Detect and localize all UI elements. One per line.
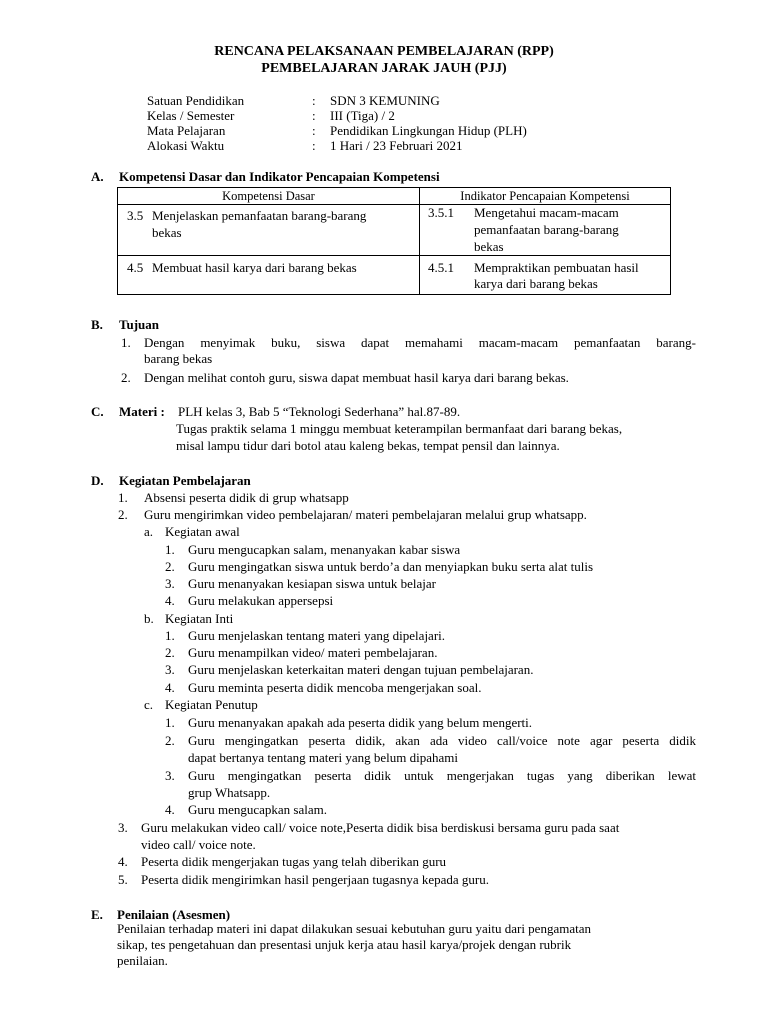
penilaian-line: Penilaian terhadap materi ini dapat dilakukan sesuai kebutuhan guru yaitu dari pengamatan — [117, 921, 591, 936]
list-item-text: Dengan menyimak buku, siswa dapat memahami macam-macam pemanfaatan barang- — [144, 335, 696, 350]
kd-text-line: bekas — [152, 225, 182, 240]
list-number: 2. — [118, 507, 128, 522]
section-d-heading: Kegiatan Pembelajaran — [119, 473, 251, 488]
identity-value: III (Tiga) / 2 — [330, 108, 395, 123]
identity-separator: : — [312, 108, 316, 123]
sublist-label: Kegiatan awal — [165, 524, 240, 539]
list-number: 3. — [165, 576, 175, 591]
ipk-text-line: bekas — [474, 239, 504, 254]
kd-text-line: Membuat hasil karya dari barang bekas — [152, 260, 357, 275]
ipk-number: 4.5.1 — [428, 260, 454, 275]
list-number: 3. — [165, 662, 175, 677]
list-item-text: Guru menanyakan kesiapan siswa untuk belajar — [188, 576, 437, 591]
list-item-text: Dengan melihat contoh guru, siswa dapat membuat hasil karya dari barang bekas. — [144, 370, 569, 385]
list-number: 1. — [165, 542, 175, 557]
kd-number: 4.5 — [127, 260, 144, 275]
section-a-letter: A. — [91, 169, 104, 184]
sublist-letter: c. — [144, 697, 154, 712]
section-c-letter: C. — [91, 404, 104, 419]
list-number: 3. — [165, 768, 175, 783]
list-item-text: Guru menampilkan video/ materi pembelajaran. — [188, 645, 438, 660]
list-item-text: Guru mengingatkan siswa untuk berdo’a dan menyiapkan buku serta alat tulis — [188, 559, 594, 574]
list-item-text: Absensi peserta didik di grup whatsapp — [144, 490, 349, 505]
section-a-heading: Kompetensi Dasar dan Indikator Pencapaian Kompetensi — [119, 169, 440, 184]
kd-cell — [118, 205, 420, 256]
kd-number: 3.5 — [127, 208, 144, 223]
penilaian-line: penilaian. — [117, 953, 168, 968]
materi-line: misal lampu tidur dari botol atau kaleng bekas, tempat pensil dan lainnya. — [176, 438, 560, 453]
sublist-letter: b. — [144, 611, 154, 626]
list-item-text: dapat bertanya tentang materi yang belum dipahami — [188, 750, 459, 765]
table-row — [118, 205, 671, 256]
list-item-text: Guru mengirimkan video pembelajaran/ materi pembelajaran melalui grup whatsapp. — [144, 507, 587, 522]
list-item-text: Guru menjelaskan keterkaitan materi dengan tujuan pembelajaran. — [188, 662, 534, 677]
list-number: 4. — [165, 802, 175, 817]
kd-cell — [118, 256, 420, 295]
list-item-text: barang bekas — [144, 351, 213, 366]
list-number: 2. — [165, 645, 175, 660]
list-number: 1. — [121, 335, 131, 350]
competency-table — [117, 187, 671, 295]
document-title-line1: RENCANA PELAKSANAAN PEMBELAJARAN (RPP) — [214, 44, 554, 59]
table-header-ipk: Indikator Pencapaian Kompetensi — [420, 188, 671, 205]
list-item-text: video call/ voice note. — [141, 837, 256, 852]
ipk-number: 3.5.1 — [428, 205, 454, 220]
ipk-cell — [420, 256, 671, 295]
list-number: 5. — [118, 872, 128, 887]
identity-value: Pendidikan Lingkungan Hidup (PLH) — [330, 123, 527, 138]
materi-line: Tugas praktik selama 1 minggu membuat keterampilan bermanfaat dari barang bekas, — [176, 421, 623, 436]
section-e-letter: E. — [91, 907, 103, 922]
list-item-text: Peserta didik mengerjakan tugas yang telah diberikan guru — [141, 854, 447, 869]
ipk-text-line: pemanfaatan barang-barang — [474, 222, 619, 237]
ipk-text-line: karya dari barang bekas — [474, 276, 598, 291]
identity-label: Kelas / Semester — [147, 108, 235, 123]
list-item-text: Guru meminta peserta didik mencoba mengerjakan soal. — [188, 680, 482, 695]
kd-text-line: Menjelaskan pemanfaatan barang-barang — [152, 208, 367, 223]
list-item-text: Guru melakukan appersepsi — [188, 593, 334, 608]
document-title-line2: PEMBELAJARAN JARAK JAUH (PJJ) — [261, 61, 507, 76]
list-item-text: Guru mengingatkan peserta didik untuk mengerjakan tugas yang diberikan lewat — [188, 768, 696, 783]
list-number: 2. — [165, 733, 175, 748]
section-b-heading: Tujuan — [119, 317, 159, 332]
table-row — [118, 256, 671, 295]
identity-separator: : — [312, 93, 316, 108]
identity-label: Satuan Pendidikan — [147, 93, 245, 108]
list-number: 3. — [118, 820, 128, 835]
table-header-kd: Kompetensi Dasar — [118, 188, 420, 205]
penilaian-line: sikap, tes pengetahuan dan presentasi unjuk kerja atau hasil karya/projek dengan rubrik — [117, 937, 572, 952]
list-number: 1. — [165, 715, 175, 730]
list-number: 1. — [118, 490, 128, 505]
list-number: 2. — [121, 370, 131, 385]
identity-separator: : — [312, 138, 316, 153]
list-item-text: grup Whatsapp. — [188, 785, 271, 800]
identity-separator: : — [312, 123, 316, 138]
list-item-text: Guru mengucapkan salam. — [188, 802, 327, 817]
list-item-text: Guru mengucapkan salam, menanyakan kabar siswa — [188, 542, 461, 557]
list-number: 2. — [165, 559, 175, 574]
identity-value: SDN 3 KEMUNING — [330, 93, 440, 108]
section-d-letter: D. — [91, 473, 104, 488]
list-item-text: Guru melakukan video call/ voice note,Peserta didik bisa berdiskusi bersama guru pada saat — [141, 820, 620, 835]
sublist-label: Kegiatan Inti — [165, 611, 234, 626]
ipk-text-line: Mengetahui macam-macam — [474, 205, 619, 220]
list-number: 1. — [165, 628, 175, 643]
list-number: 4. — [165, 593, 175, 608]
list-item-text: Guru menjelaskan tentang materi yang dipelajari. — [188, 628, 446, 643]
section-c-heading: Materi : — [119, 404, 165, 419]
identity-value: 1 Hari / 23 Februari 2021 — [330, 138, 463, 153]
list-item-text: Guru menanyakan apakah ada peserta didik yang belum mengerti. — [188, 715, 533, 730]
ipk-text-line: Mempraktikan pembuatan hasil — [474, 260, 639, 275]
ipk-cell — [420, 205, 671, 256]
materi-line: PLH kelas 3, Bab 5 “Teknologi Sederhana” hal.87-89. — [178, 404, 461, 419]
identity-label: Mata Pelajaran — [147, 123, 226, 138]
identity-label: Alokasi Waktu — [147, 138, 225, 153]
sublist-label: Kegiatan Penutup — [165, 697, 258, 712]
list-item-text: Guru mengingatkan peserta didik, akan ada video call/voice note agar peserta didik — [188, 733, 696, 748]
list-number: 4. — [118, 854, 128, 869]
section-e-heading: Penilaian (Asesmen) — [117, 907, 231, 922]
list-item-text: Peserta didik mengirimkan hasil pengerjaan tugasnya kepada guru. — [141, 872, 490, 887]
section-b-letter: B. — [91, 317, 103, 332]
sublist-letter: a. — [144, 524, 154, 539]
list-number: 4. — [165, 680, 175, 695]
